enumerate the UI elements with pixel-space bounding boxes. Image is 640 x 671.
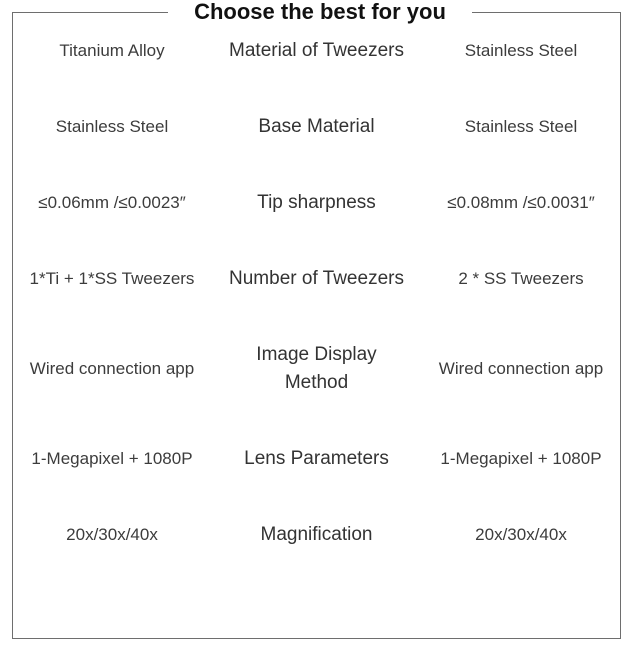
left-product-value: Titanium Alloy <box>59 41 165 60</box>
left-product-value: Stainless Steel <box>55 117 169 136</box>
feature-label: Material of Tweezers <box>229 40 404 61</box>
feature-label: Number of Tweezers <box>229 268 404 289</box>
right-product-value: Stainless Steel <box>464 117 578 136</box>
left-product-value: 1*Ti + 1*SS Tweezers <box>29 269 195 288</box>
comparison-row-material-of-tweezers <box>12 21 621 81</box>
feature-label: Tip sharpness <box>257 192 376 213</box>
left-product-value: ≤0.06mm /≤0.0023″ <box>38 193 186 212</box>
feature-label: Image Display Method <box>256 344 377 393</box>
right-product-value: Wired connection app <box>438 359 604 378</box>
right-product-value: Stainless Steel <box>464 41 578 60</box>
comparison-title: Choose the best for you <box>168 0 472 24</box>
comparison-row-lens-parameters <box>12 429 621 489</box>
right-product-value: 1-Megapixel + 1080P <box>440 449 602 468</box>
feature-label-cell <box>212 341 421 397</box>
feature-label: Base Material <box>258 116 375 137</box>
left-product-value: Wired connection app <box>29 359 195 378</box>
right-product-value: ≤0.08mm /≤0.0031″ <box>447 193 595 212</box>
comparison-row-number-of-tweezers <box>12 249 621 309</box>
comparison-row-base-material <box>12 97 621 157</box>
right-product-value: 2 * SS Tweezers <box>458 269 584 288</box>
comparison-row-tip-sharpness <box>12 173 621 233</box>
comparison-row-magnification <box>12 505 621 565</box>
feature-label: Magnification <box>260 524 373 545</box>
left-product-value: 20x/30x/40x <box>66 525 158 544</box>
feature-label: Lens Parameters <box>244 448 389 469</box>
comparison-row-image-display-method <box>12 339 621 399</box>
left-product-value: 1-Megapixel + 1080P <box>31 449 193 468</box>
right-product-value: 20x/30x/40x <box>475 525 567 544</box>
